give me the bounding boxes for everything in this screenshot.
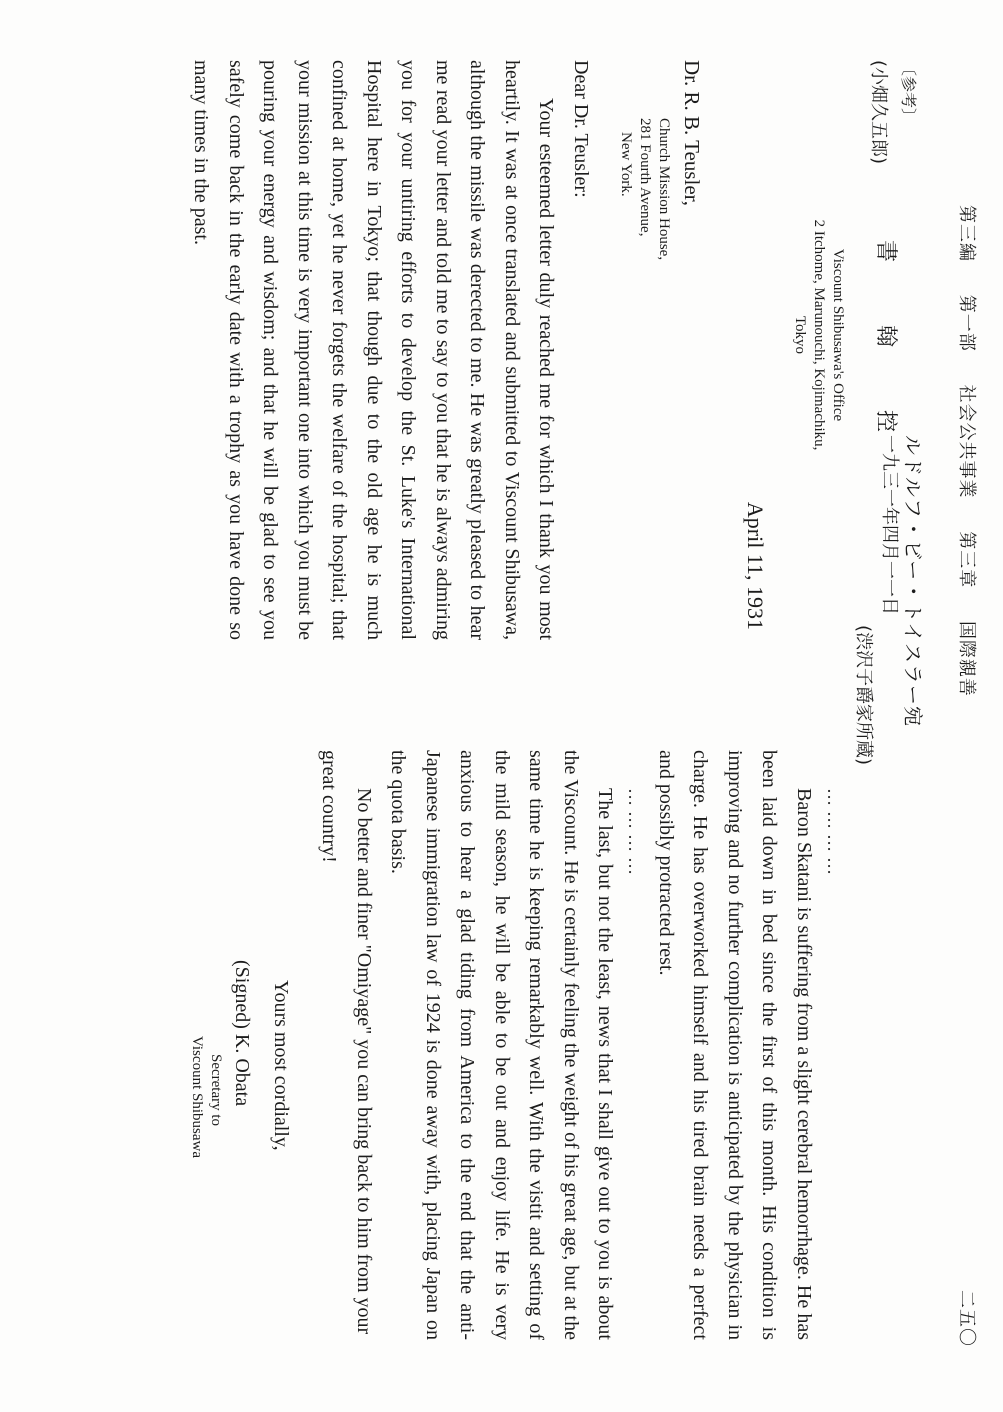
recipient-address-line: 281 Fourth Avenue, <box>637 118 653 237</box>
signer-title-line: Viscount Shibusawa <box>189 1036 205 1159</box>
collection-note: (渋沢子爵家所蔵) <box>853 624 874 765</box>
page-number: 二五〇 <box>956 1290 977 1347</box>
ellipsis-separator: ………… <box>824 788 844 880</box>
office-line: 2 Itchome, Marunouchi, Kojimachiku, <box>811 219 827 451</box>
reference-source: (小畑久五郎) <box>868 60 889 165</box>
recipient-name: Dr. R. B. Teusler, <box>680 60 705 207</box>
reference-tag: 〔参考〕 <box>899 60 918 125</box>
office-line: Tokyo <box>792 315 808 355</box>
running-head-part: 第一部 <box>956 294 977 352</box>
letter-date: April 11, 1931 <box>743 501 768 630</box>
letter-paragraph-1: Your esteemed letter duly reached me for which I thank you most heartily. It was at once translated and submitted to Viscount Shibusawa, although the missile was derected to me. He was greatly pleased to hear me read your letter and told me to say to you that he is always admiring you for your untiring efforts to develop the St. Luke's International Hospital here in Tokyo; that though due to the old age he is much confined at home, yet he never forgets the welfare of the hospital; that your mission at this time is very important one into which you must be pouring your energy and wisdom; and that he will be glad to see you safely come back in the early date with a trophy as you have done so many times in the past. <box>190 60 558 640</box>
letter-column-left <box>184 60 847 640</box>
running-head-part: 社会公共事業 <box>956 384 977 499</box>
signer-title-line: Secretary to <box>208 1054 224 1127</box>
reference-block <box>863 60 923 260</box>
document-title: 書 翰 控 <box>873 240 898 460</box>
signature: (Signed) K. Obata <box>231 960 254 1107</box>
closing: Yours most cordially, <box>270 980 292 1151</box>
running-head-part: 国際親善 <box>956 620 977 697</box>
office-address <box>790 60 847 480</box>
running-head <box>955 0 981 1412</box>
document-meta <box>851 435 925 765</box>
addressee-jp: ルドルフ・ビー・トイスラー宛 <box>901 435 925 727</box>
office-line: Viscount Shibusawa's Office <box>830 248 846 422</box>
recipient-address-line: Church Mission House, <box>656 118 672 261</box>
salutation: Dear Dr. Teusler: <box>570 60 592 198</box>
recipient-address-line: New York. <box>618 132 634 197</box>
running-head-text <box>955 205 981 723</box>
running-head-part: 第三章 <box>956 531 977 589</box>
letter-column-right <box>187 750 847 1340</box>
date-jp: 一九三一年四月一一日 <box>879 435 900 615</box>
recipient-address <box>616 60 673 640</box>
running-head-part: 第三編 <box>956 205 977 262</box>
letter-paragraph-3: The last, but not the least, news that I shall give out to you is about the Viscount. He is certainly feeling the weight of his great age, but at the same time he is keeping remarkably well. With the vistit and setting of the mild season, he will be able to be out and enjoy life. He is very anxious to hear a glad tiding from America to the end that the anti-Japanese immigration law of 1924 is done away with, placing Japan on the quota basis. <box>387 750 617 1340</box>
letter-paragraph-2: Baron Skatani is suffering from a slight cerebral hemorrhage. He has been laid down in bed since the first of this month. His condition is improving and no further complication is anticipated by the physician in charge. He has overworked himself and his tired brain needs a perfect and possibly protracted rest. <box>655 750 815 1340</box>
letter-paragraph-4: No better and finer "Omiyage" you can bring back to him from your great country! <box>318 750 375 1335</box>
ellipsis-separator: ………… <box>625 788 646 880</box>
